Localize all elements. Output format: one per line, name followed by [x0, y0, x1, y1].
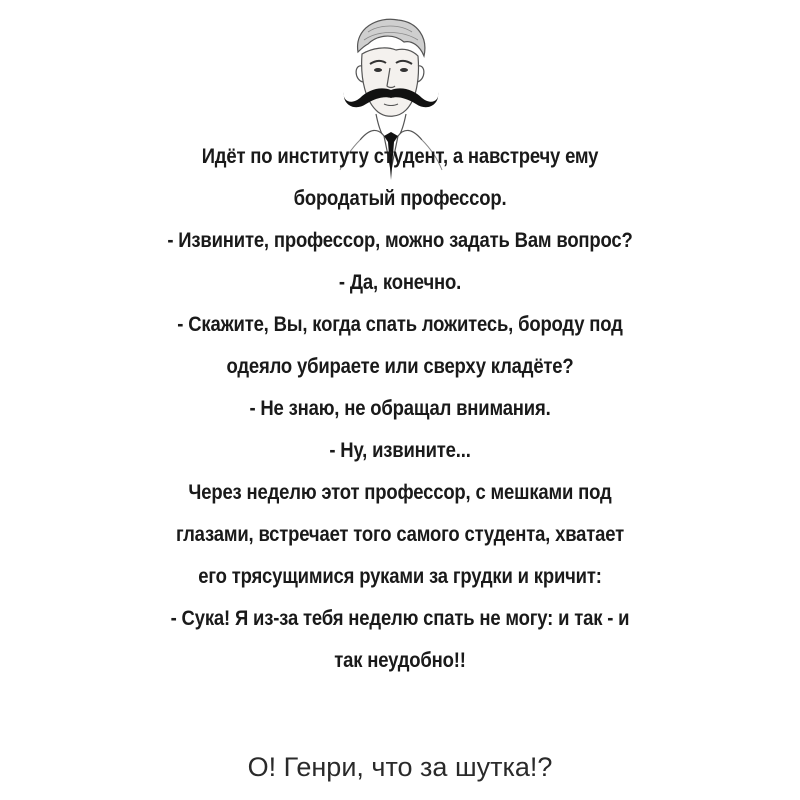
story-line: - Не знаю, не обращал внимания.: [249, 397, 551, 420]
caption: О! Генри, что за шутка!?: [247, 752, 553, 782]
story-line: бородатый профессор.: [293, 187, 507, 210]
story-line: так неудобно!!: [334, 649, 466, 672]
story-line: одеяло убираете или сверху кладёте?: [226, 355, 574, 378]
story-line: - Сука! Я из-за тебя неделю спать не могу: и так - и: [170, 607, 630, 630]
story-line: - Скажите, Вы, когда спать ложитесь, бороду под: [177, 313, 623, 336]
joke-text: [83, 136, 717, 682]
story-line: - Ну, извините...: [329, 439, 471, 462]
story-line: Идёт по институту студент, а навстречу ему: [201, 145, 599, 168]
story-line: глазами, встречает того самого студента, хватает: [176, 523, 624, 546]
story-line: - Да, конечно.: [338, 271, 462, 294]
story-line: - Извините, профессор, можно задать Вам вопрос?: [167, 229, 633, 252]
story-line: его трясущимися руками за грудки и кричит:: [198, 565, 602, 588]
story-line: Через неделю этот профессор, с мешками под: [188, 481, 612, 504]
